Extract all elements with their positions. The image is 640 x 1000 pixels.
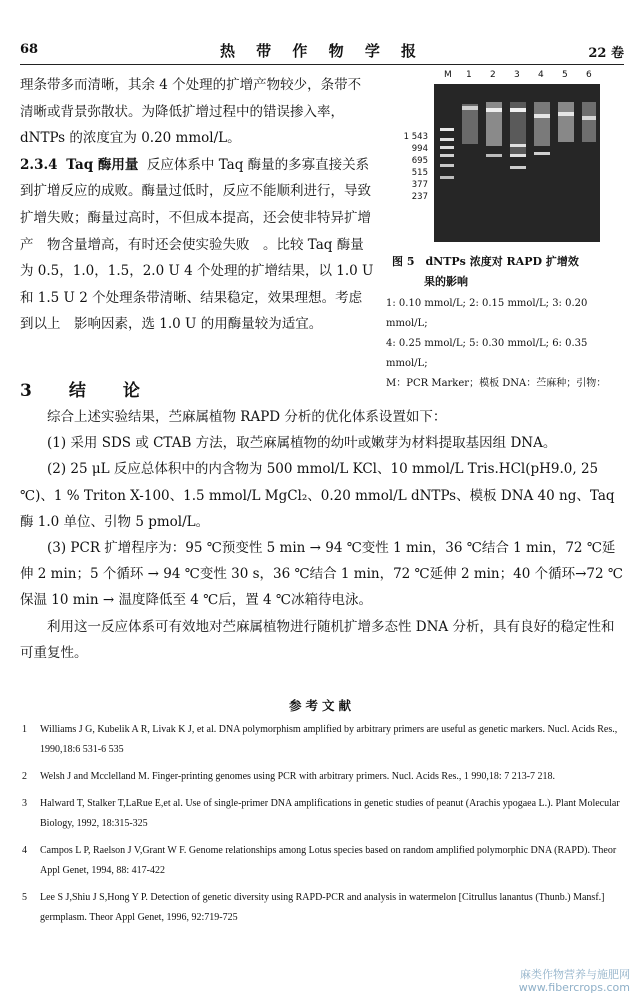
marker-size-1543: 1 543: [403, 132, 428, 142]
marker-size-695: 695: [411, 156, 428, 166]
lane-label-m: M: [444, 70, 452, 80]
volume-label: 22 卷: [588, 46, 624, 61]
legend-line-1: 1: 0.10 mmol/L; 2: 0.15 mmol/L; 3: 0.20 mmol/L;: [386, 298, 588, 329]
legend-line-3: M：PCR Marker；模板 DNA：苎麻种；引物：: [386, 378, 607, 389]
reference-text: Halward T, Stalker T,LaRue E,et al. Use of single-primer DNA amplifications in genetic studies of peanut (Arachis ypogaea L.). Plant Molecular Biology, 1992, 18:315-325: [40, 798, 620, 829]
reference-number: 2: [22, 771, 27, 782]
legend-line-2: 4: 0.25 mmol/L; 5: 0.30 mmol/L; 6: 0.35 mmol/L;: [386, 338, 588, 369]
reference-item: [20, 767, 624, 787]
section-3-body: [20, 404, 624, 666]
conclusion-item-1: (1) 采用 SDS 或 CTAB 方法，取苎麻属植物的幼叶或嫩芽为材料提取基因组 DNA。: [47, 435, 557, 452]
lane-label-6: 6: [586, 70, 592, 80]
reference-item: [20, 720, 624, 760]
section-3-heading: 3 结 论: [20, 381, 150, 401]
lane-label-2: 2: [490, 70, 496, 80]
reference-text: Lee S J,Shiu J S,Hong Y P. Detection of genetic diversity using RAPD-PCR and analysis in watermelon [Citrullus lanantus (Thunb.) Mansf.] germplasm. Theor Appl Genet, 1996, 92:719-725: [40, 892, 605, 923]
paragraph-taq-body: 反应体系中 Taq 酶量的多寡直接关系到扩增反应的成败。酶量过低时，反应不能顺利进行，导致扩增失败；酶量过高时，不但成本提高，还会使非特异扩增产 物含量增高，有时还会使实验失败 。比较 Taq 酶量为 0.5，1.0，1.5，2.0 U 4 个处理的扩增结果，以 1.0 U 和 1.5 U 2 个处理条带清晰、结果稳定，效果理想。考虑到以上 影响因素，选 1.0 U 的用酶量较为适宜。: [20, 156, 374, 333]
section-3-heading-wrap: [20, 376, 624, 401]
reference-item: [20, 888, 624, 928]
lane-label-5: 5: [562, 70, 568, 80]
left-column-text: [20, 72, 374, 338]
journal-title: 热 带 作 物 学 报: [219, 42, 425, 60]
subsection-number: 2.3.4: [20, 156, 58, 173]
references-title: 参考文献: [288, 698, 355, 713]
subsection-title: Taq 酶用量: [66, 156, 139, 173]
running-header: [20, 40, 624, 65]
watermark-line-1: 麻类作物营养与施肥网: [520, 968, 630, 981]
reference-number: 4: [22, 845, 27, 856]
reference-text: Campos L P, Raelson J V,Grant W F. Genome relationships among Lotus species based on random amplified polymorphic DNA (RAPD). Theor Appl Genet, 1994, 88: 417-422: [40, 845, 617, 876]
site-watermark: [519, 968, 630, 994]
reference-item: [20, 841, 624, 881]
caption-line-1: 图 5 dNTPs 浓度对 RAPD 扩增效: [392, 255, 579, 268]
gel-area: [386, 84, 624, 244]
conclusion-item-2: (2) 25 μL 反应总体积中的内含物为 500 mmol/L KCl、10 mmol/L Tris.HCl(pH9.0, 25 ℃)、1 % Triton X-100、1.5 mmol/L MgCl₂、0.20 mmol/L dNTPs、模板 DNA 40 ng、Taq 酶 1.0 单位、引物 5 pmol/L。: [20, 461, 615, 530]
page-number: 68: [20, 42, 39, 57]
paragraph-dntps-conclusion: 理条带多而清晰，其余 4 个处理的扩增产物较少，条带不清晰或背景弥散状。为降低扩增过程中的错误掺入率，dNTPs 的浓度宜为 0.20 mmol/L。: [20, 77, 362, 147]
marker-size-237: 237: [411, 192, 428, 202]
paragraph-taq: [20, 152, 374, 338]
figure-caption: [386, 252, 624, 394]
lane-label-3: 3: [514, 70, 520, 80]
reference-item: [20, 794, 624, 834]
reference-text: Williams J G, Kubelik A R, Livak K J, et al. DNA polymorphism amplified by arbitrary primers are useful as genetic markers. Nucl. Acids Res., 1990,18:6 531-6 535: [40, 724, 618, 755]
marker-size-994: 994: [411, 144, 428, 154]
figure-5: [386, 70, 624, 394]
conclusion-item-3: (3) PCR 扩增程序为：95 ℃预变性 5 min → 94 ℃变性 1 min，36 ℃结合 1 min，72 ℃延伸 2 min；5 个循环 → 94 ℃变性 30 s，36 ℃结合 1 min，72 ℃延伸 2 min；40 个循环→72 ℃保温 10 min → 温度降低至 4 ℃后，置 4 ℃冰箱待电泳。: [20, 540, 623, 609]
caption-line-2: 果的影响: [424, 275, 468, 288]
conclusion-intro: 综合上述实验结果，苎麻属植物 RAPD 分析的优化体系设置如下：: [47, 409, 447, 425]
reference-number: 3: [22, 798, 27, 809]
gel-image: [434, 84, 600, 242]
conclusion-closing: 利用这一反应体系可有效地对苎麻属植物进行随机扩增多态性 DNA 分析，具有良好的稳定性和可重复性。: [20, 618, 615, 661]
lane-label-4: 4: [538, 70, 544, 80]
watermark-line-2: www.fibercrops.com: [518, 981, 630, 994]
reference-text: Welsh J and Mcclelland M. Finger-printing genomes using PCR with arbitrary primers. Nucl. Acids Res., 1 990,18: 7 213-7 218.: [40, 771, 556, 782]
reference-number: 1: [22, 724, 27, 735]
references-list: [20, 720, 624, 935]
marker-size-515: 515: [411, 168, 428, 178]
reference-number: 5: [22, 892, 27, 903]
lane-label-1: 1: [466, 70, 472, 80]
gel-lane-labels: [386, 70, 624, 84]
marker-size-377: 377: [411, 180, 428, 190]
